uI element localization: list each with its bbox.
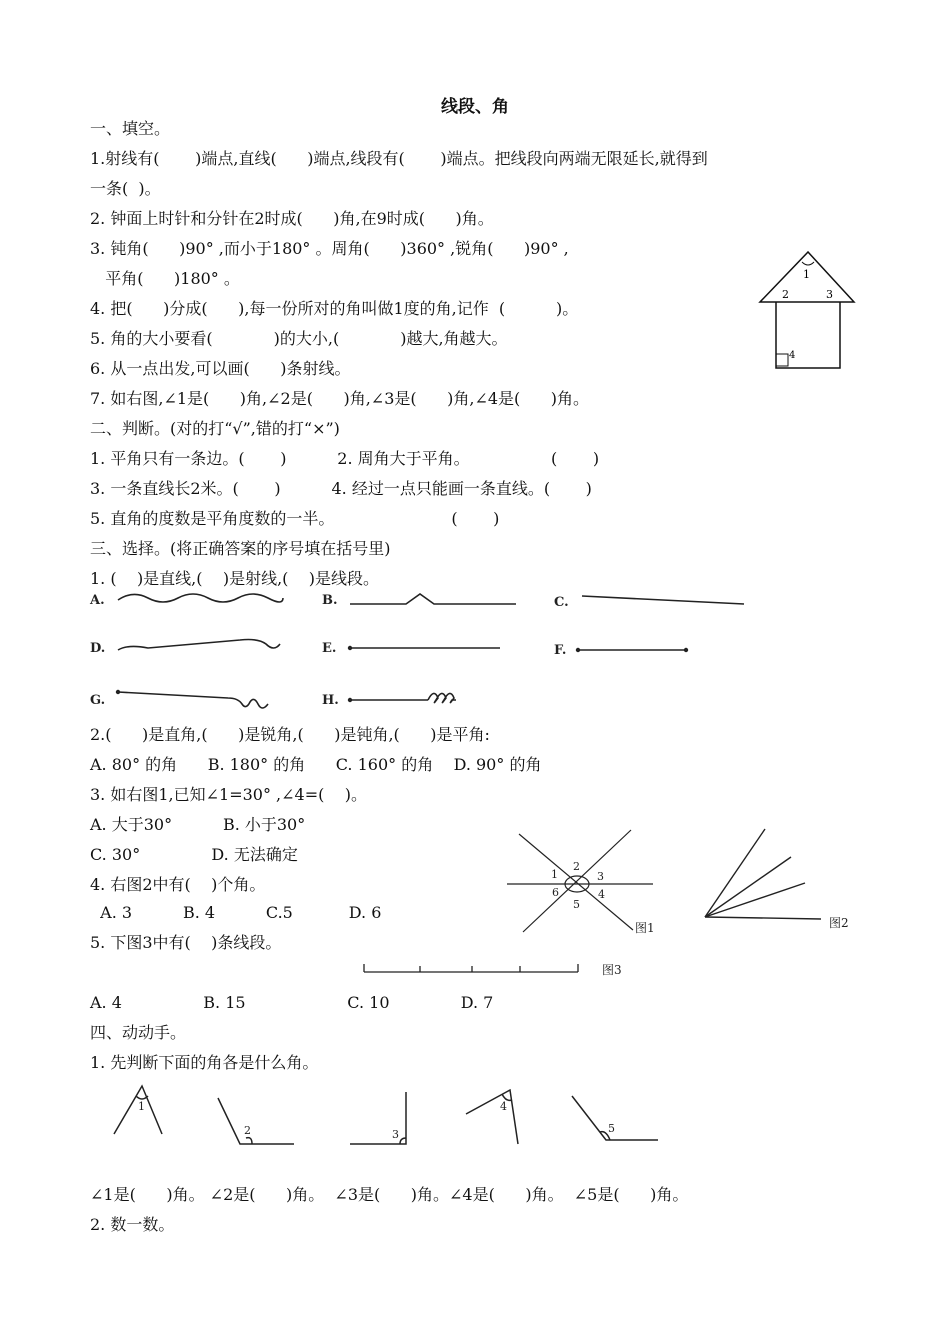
- question-1-3: 3. 钝角( )90° ,而小于180° 。周角( )360° ,锐角( )90° ,: [90, 239, 569, 258]
- choice-4: 4. 右图2中有( )个角。: [90, 875, 266, 894]
- angle-label-1: 1: [138, 1100, 145, 1113]
- house-label-4: 4: [789, 350, 796, 361]
- angle-label-5: 5: [608, 1122, 615, 1135]
- option-a-curve: [118, 594, 283, 602]
- option-b-line: [350, 594, 516, 604]
- choice-4-options: A. 3 B. 4 C.5 D. 6: [90, 903, 382, 922]
- question-1-5: 5. 角的大小要看( )的大小,( )越大,角越大。: [90, 329, 508, 348]
- option-d-line: [118, 640, 280, 651]
- angle-label-3: 3: [392, 1128, 399, 1141]
- figure-1-label-6: 6: [552, 886, 559, 899]
- angle-label-4: 4: [500, 1100, 507, 1113]
- choice-5-options: A. 4 B. 15 C. 10 D. 7: [90, 993, 494, 1012]
- section-4-heading: 四、动动手。: [90, 1023, 187, 1042]
- figure-1-label-4: 4: [598, 888, 605, 901]
- angle-label-2: 2: [244, 1124, 251, 1137]
- choice-2: 2.( )是直角,( )是锐角,( )是钝角,( )是平角:: [90, 725, 490, 744]
- page-title: 线段、角: [441, 97, 509, 117]
- choice-3-options-cd: C. 30° D. 无法确定: [90, 845, 298, 864]
- judge-row-3: 5. 直角的度数是平角度数的一半。 ( ): [90, 509, 500, 528]
- figure-1-label-1: 1: [551, 868, 558, 881]
- figure-3: [360, 958, 640, 984]
- figure-3-caption: 图3: [602, 963, 622, 977]
- figure-1-label-5: 5: [573, 898, 580, 911]
- judge-row-2: 3. 一条直线长2米。( ) 4. 经过一点只能画一条直线。( ): [90, 479, 592, 498]
- figure-1-label-2: 2: [573, 860, 580, 873]
- angle-5: [572, 1096, 658, 1140]
- angles-figure: [100, 1082, 680, 1154]
- hands-on-2: 2. 数一数。: [90, 1215, 175, 1234]
- figure-1-label-3: 3: [597, 870, 604, 883]
- figure-1: [505, 822, 665, 942]
- figure-2-caption: 图2: [829, 916, 849, 930]
- line-options-figure: [88, 586, 768, 716]
- option-g-label: G.: [90, 693, 106, 708]
- option-e-label: E.: [322, 641, 337, 656]
- choice-3: 3. 如右图1,已知∠1=30° ,∠4=( )。: [90, 785, 367, 804]
- angle-answers: ∠1是( )角。 ∠2是( )角。 ∠3是( )角。∠4是( )角。 ∠5是( )角。: [90, 1185, 689, 1204]
- house-label-3: 3: [826, 288, 833, 301]
- choice-2-options: A. 80° 的角 B. 180° 的角 C. 160° 的角 D. 90° 的角: [90, 755, 542, 774]
- choice-1: 1. ( )是直线,( )是射线,( )是线段。: [90, 569, 380, 588]
- question-1-4: 4. 把( )分成( ),每一份所对的角叫做1度的角,记作 ( )。: [90, 299, 579, 318]
- section-1-heading: 一、填空。: [90, 119, 171, 138]
- option-c-label: C.: [554, 595, 569, 610]
- option-a-label: A.: [90, 593, 105, 608]
- option-h-loops: [428, 693, 456, 702]
- section-3-heading: 三、选择。(将正确答案的序号填在括号里): [90, 539, 391, 558]
- option-d-label: D.: [90, 641, 106, 656]
- question-1-1-cont: 一条( )。: [90, 179, 161, 198]
- option-g-curve: [118, 692, 268, 708]
- hands-on-1: 1. 先判断下面的角各是什么角。: [90, 1053, 319, 1072]
- question-1-7: 7. 如右图,∠1是( )角,∠2是( )角,∠3是( )角,∠4是( )角。: [90, 389, 590, 408]
- option-h-label: H.: [322, 693, 339, 708]
- angle-4: [466, 1090, 518, 1144]
- house-label-1: 1: [803, 268, 810, 281]
- option-f-label: F.: [554, 643, 567, 658]
- section-2-heading: 二、判断。(对的打“√”,错的打“×”): [90, 419, 340, 438]
- question-1-6: 6. 从一点出发,可以画( )条射线。: [90, 359, 351, 378]
- option-b-label: B.: [322, 593, 338, 608]
- choice-3-options-ab: A. 大于30° B. 小于30°: [90, 815, 306, 834]
- house-label-2: 2: [782, 288, 789, 301]
- question-1-2: 2. 钟面上时针和分针在2时成( )角,在9时成( )角。: [90, 209, 494, 228]
- figure-2: [695, 825, 860, 930]
- house-figure: [758, 250, 858, 370]
- question-1-1: 1.射线有( )端点,直线( )端点,线段有( )端点。把线段向两端无限延长,就得到: [90, 149, 708, 168]
- choice-5: 5. 下图3中有( )条线段。: [90, 933, 282, 952]
- angle-2: [218, 1098, 294, 1144]
- figure-1-caption: 图1: [635, 921, 655, 935]
- option-c-line: [582, 596, 744, 604]
- question-1-3-cont: 平角( )180° 。: [90, 269, 240, 288]
- judge-row-1: 1. 平角只有一条边。( ) 2. 周角大于平角。 ( ): [90, 449, 600, 468]
